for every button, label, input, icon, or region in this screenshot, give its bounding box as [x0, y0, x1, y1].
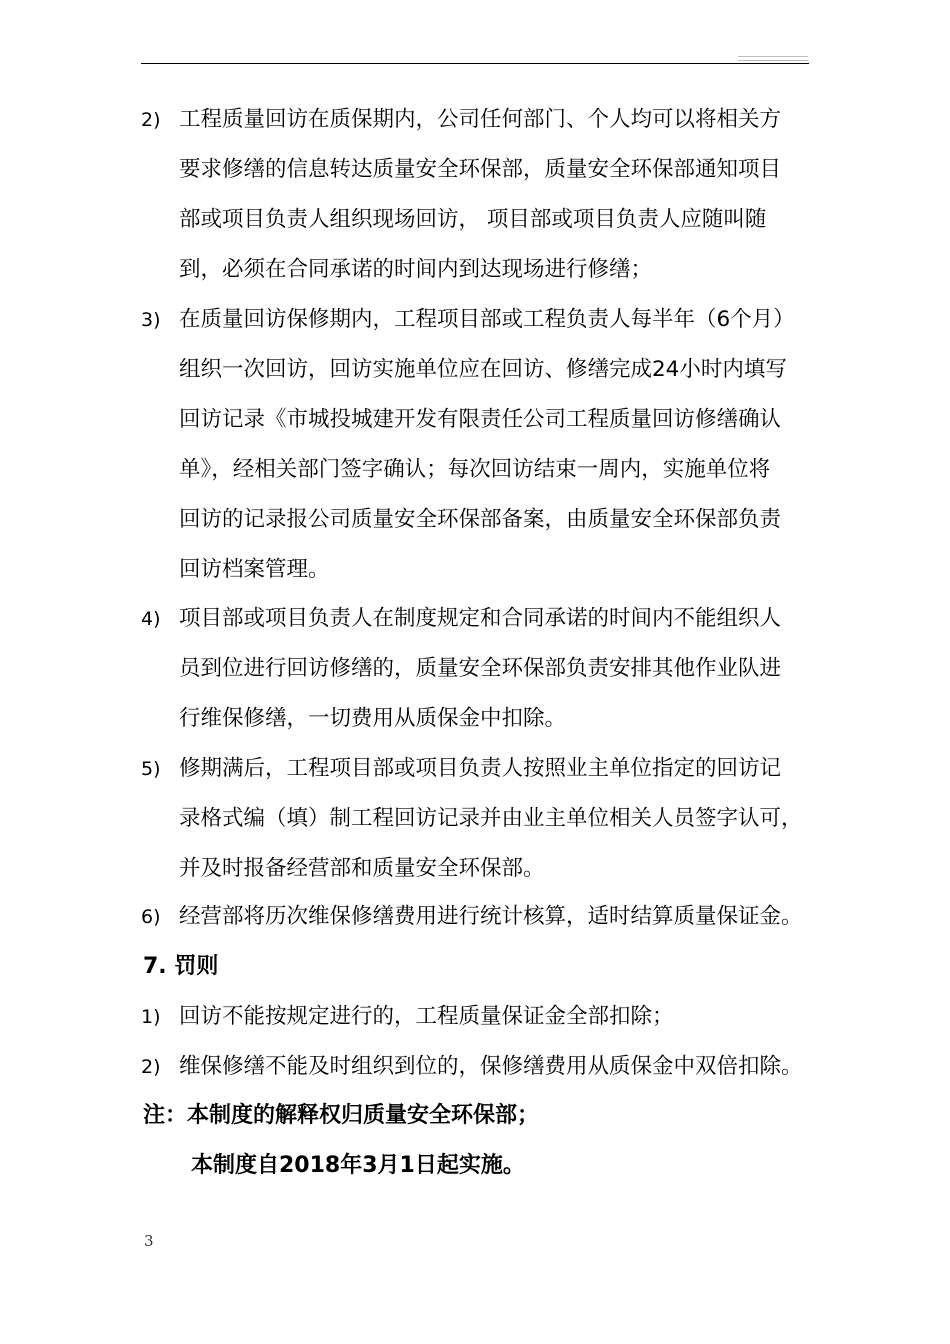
header-rule — [141, 63, 809, 64]
item-number: 1) — [141, 1006, 161, 1028]
list-item — [141, 295, 821, 595]
item-text: 维保修缮不能及时组织到位的，保修缮费用从质保金中双倍扣除。 — [179, 1054, 803, 1079]
list-item — [141, 992, 821, 1042]
item-text: 经营部将历次维保修缮费用进行统计核算，适时结算质量保证金。 — [179, 904, 803, 929]
item-text: 在质量回访保修期内，工程项目部或工程负责人每半年（6个月） 组织一次回访，回访实施单位应在回访、修缮完成24小时内填写 回访记录《市城投城建开发有限责任公司工程质量回访修缮确认 单》，经相关部门签字确认；每次回访结束一周内，实施单位将 回访的记录报公司质量安全环保部备案，由质量安全环保部负责 回访档案管理。 — [179, 307, 795, 582]
list-item — [141, 892, 821, 942]
item-text: 回访不能按规定进行的，工程质量保证金全部扣除； — [179, 1004, 674, 1029]
item-number: 2) — [141, 1056, 161, 1078]
note-line: 注：本制度的解释权归质量安全环保部； — [143, 1103, 540, 1128]
section-title: 7. 罚则 — [143, 954, 219, 979]
list-item — [141, 1042, 821, 1092]
page-number: 3 — [144, 1232, 154, 1250]
item-number: 2) — [141, 109, 161, 131]
item-number: 4) — [141, 608, 161, 630]
list-item — [141, 594, 821, 744]
item-number: 5) — [141, 758, 161, 780]
item-text: 工程质量回访在质保期内，公司任何部门、个人均可以将相关方 要求修缮的信息转达质量安全环保部，质量安全环保部通知项目 部或项目负责人组织现场回访， 项目部或项目负责人应随叫随 到，必须在合同承诺的时间内到达现场进行修缮； — [179, 107, 782, 282]
item-number: 6) — [141, 906, 161, 928]
item-text: 修期满后，工程项目部或项目负责人按照业主单位指定的回访记 录格式编（填）制工程回访记录并由业主单位相关人员签字认可， 并及时报备经营部和质量安全环保部。 — [179, 756, 803, 881]
header-mark — [738, 56, 808, 61]
list-item — [141, 744, 821, 894]
list-item — [141, 95, 821, 295]
item-text: 项目部或项目负责人在制度规定和合同承诺的时间内不能组织人 员到位进行回访修缮的，质量安全环保部负责安排其他作业队进 行维保修缮，一切费用从质保金中扣除。 — [179, 606, 782, 731]
item-number: 3) — [141, 309, 161, 331]
note-line: 本制度自2018年3月1日起实施。 — [191, 1153, 525, 1178]
